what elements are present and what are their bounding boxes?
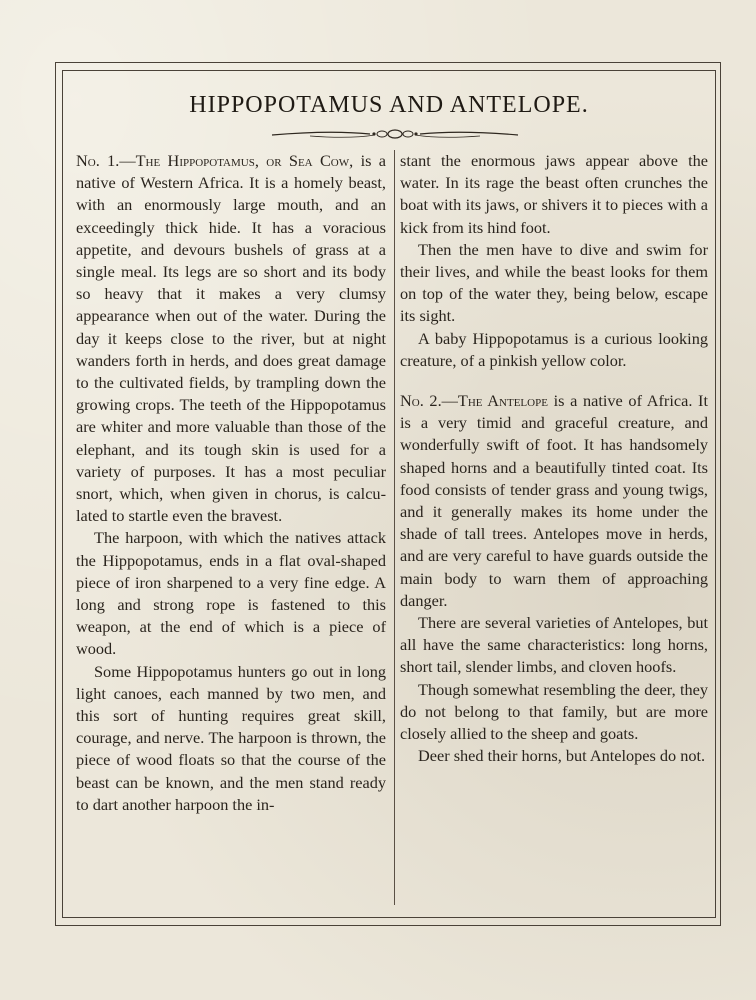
- ornament-divider-icon: [270, 126, 520, 142]
- right-column: [400, 150, 708, 767]
- hippopotamus-intro-text: is a native of Western Africa. It is a homely beast, with an enormously large mouth, and an exceedingly thick hide. It has a voracious appetite, and devours bushels of grass at a single meal. Its legs are so short and its body so heavy that it makes a very clumsy appearance when out of the water. During the day it keeps close to the river, but at night wanders forth in herds, and does great damage to the cultivated fields, by trampling down the growing crops. The teeth of the Hippopotamus are whiter and more valuable than those of the elephant, and its tough skin is used for a variety of purposes. It has a most peculiar snort, which, when given in chorus, is calculated to startle even the bravest.: [76, 151, 386, 526]
- column-divider: [394, 150, 395, 905]
- hunters-paragraph: Some Hippopotamus hunters go out in long light canoes, each manned by two men, and this sort of hunting requires great skill, courage, and nerve. The harpoon is thrown, the piece of wood floats so that the course of the beast can be known, and the men stand ready to dart another harpoon the in-: [76, 661, 386, 814]
- antelope-varieties-paragraph: There are several varieties of Antelopes, but all have the same characteristics: long horns, short tail, slender limbs, and cloven hoofs.: [400, 613, 708, 677]
- harpoon-paragraph: The harpoon, with which the natives attack the Hippopotamus, ends in a flat oval-shaped piece of iron sharpened to a very fine edge. A long and strong rope is fastened to this weapon, at the end of which is a piece of wood.: [76, 528, 386, 659]
- page-title: HIPPOPOTAMUS AND ANTELOPE.: [189, 92, 589, 118]
- hunting-continuation-paragraph: stant the enormous jaws appear above the water. In its rage the beast often crunches the boat with its jaws, or shivers it to pieces with a kick from its hind foot.: [400, 151, 708, 237]
- antelope-deer-paragraph: Though somewhat resembling the deer, they do not belong to that family, but are more closely allied to the sheep and goats.: [400, 679, 708, 744]
- hippopotamus-section-heading: No. 1.—The Hippopotamus, or Sea Cow,: [76, 151, 354, 170]
- left-column: [76, 150, 386, 816]
- baby-hippopotamus-paragraph: A baby Hippopotamus is a curious looking creature, of a pinkish yellow color.: [400, 328, 708, 370]
- hippopotamus-paragraph-1: [76, 150, 386, 527]
- escape-paragraph: Then the men have to dive and swim for their lives, and while the beast looks for them on top of the water they, being below, escape its sight.: [400, 239, 708, 326]
- antelope-paragraph-1: [400, 390, 708, 612]
- antelope-section-heading: No. 2.—The Antelope: [400, 391, 548, 411]
- antelope-horns-paragraph: Deer shed their horns, but Antelopes do not.: [418, 746, 706, 766]
- antelope-intro-text: is a native of Africa. It is a very timid and graceful creature, and wonderfully swift of foot. It has handsomely shaped horns and a beautifully tinted coat. Its food consists of tender grass and young twigs, and it generally makes its home under the shade of tall trees. Antelopes move in herds, and are very careful to have guards outside the main body to warn them of approaching danger.: [400, 391, 708, 610]
